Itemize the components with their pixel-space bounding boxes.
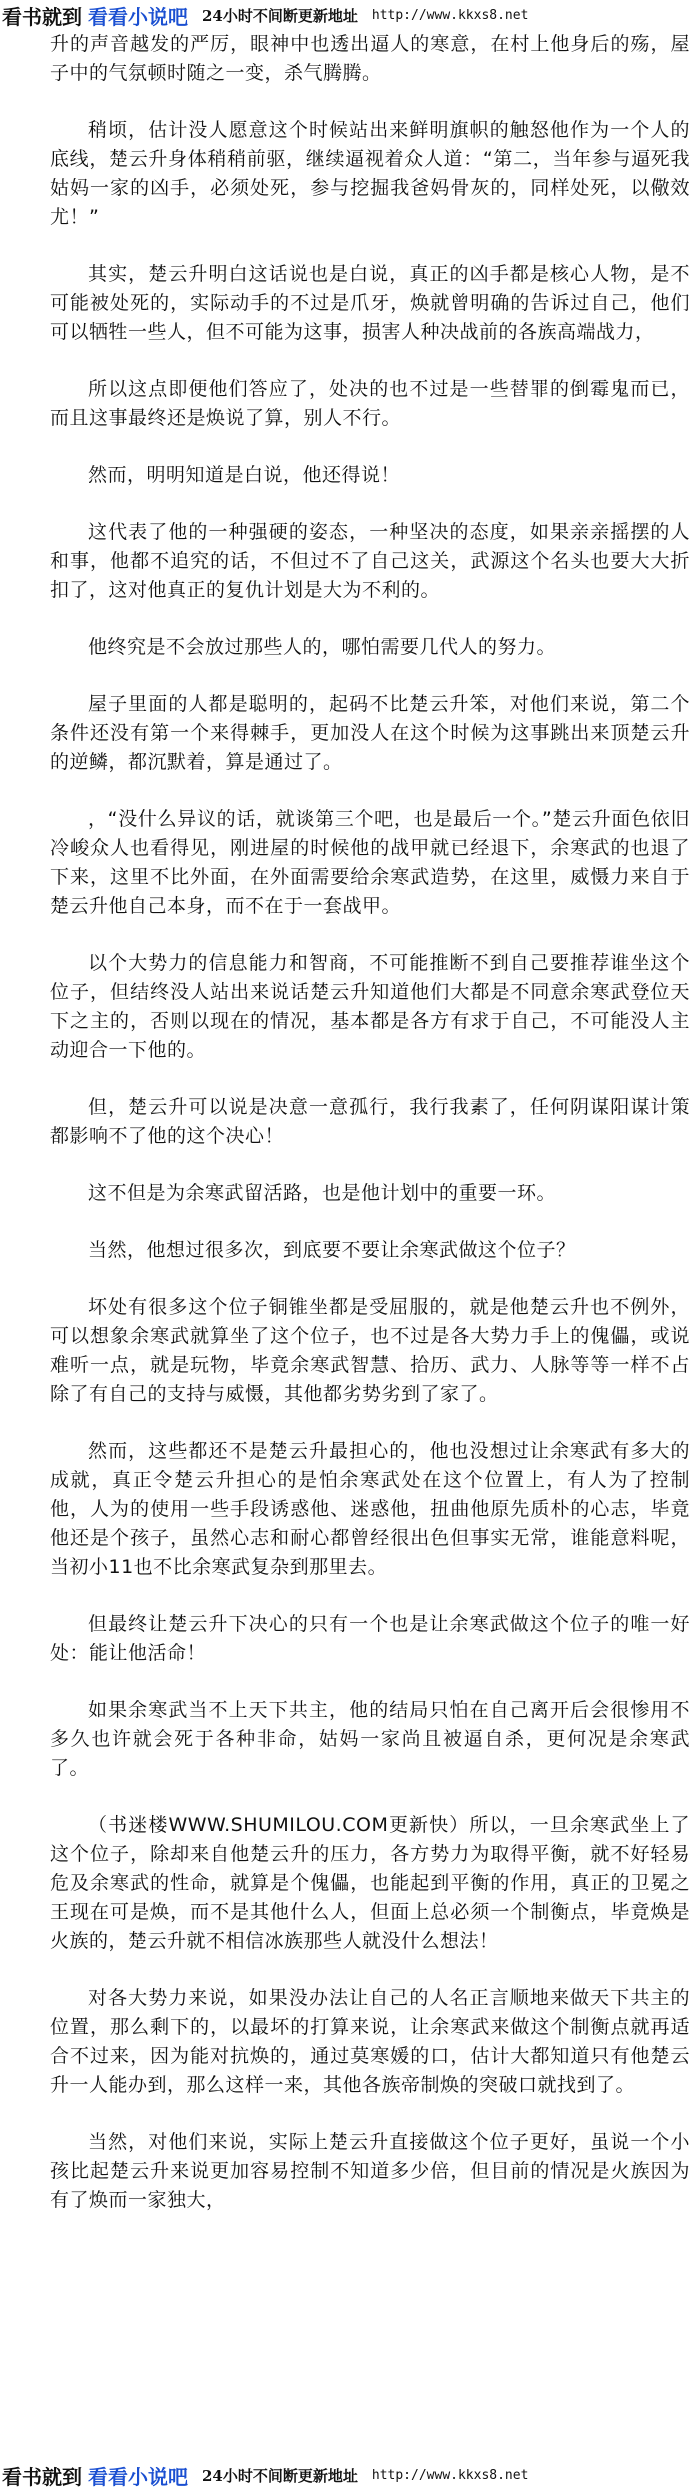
paragraph: 升的声音越发的严厉，眼神中也透出逼人的寒意，在村上他身后的殇，屋子中的气氛顿时随之一变，杀气腾腾。 xyxy=(50,33,690,84)
paragraph: 然而，这些都还不是楚云升最担心的，他也没想过让余寒武有多大的成就，真正令楚云升担心的是怕余寒武处在这个位置上，有人为了控制他，人为的使用一些手段诱惑他、迷惑他，扭曲他原先质朴的心志，毕竟他还是个孩子，虽然心志和耐心都曾经很出色但事实无常，谁能意料呢，当初小11也不比余寒武复杂到那里去。 xyxy=(50,1440,690,1578)
bottom-banner xyxy=(0,2460,700,2490)
top-banner xyxy=(0,0,700,30)
paragraph: 其实，楚云升明白这话说也是白说，真正的凶手都是核心人物，是不可能被处死的，实际动手的不过是爪牙，焕就曾明确的告诉过自己，他们可以牺牲一些人，但不可能为这事，损害人种决战前的各族高端战力， xyxy=(50,263,690,343)
banner-site-link[interactable]: 看看小说吧 xyxy=(88,2464,188,2489)
paragraph: 所以这点即便他们答应了，处决的也不过是一些替罪的倒霉鬼而已，而且这事最终还是焕说了算，别人不行。 xyxy=(50,378,690,429)
paragraph: （书迷楼WWW.SHUMILOU.COM更新快）所以，一旦余寒武坐上了这个位子，除却来自他楚云升的压力，各方势力为取得平衡，就不好轻易危及余寒武的性命，就算是个傀儡，也能起到平衡的作用，真正的卫冕之王现在可是焕，而不是其他什么人，但面上总必须一个制衡点，毕竟焕是火族的，楚云升就不相信冰族那些人就没什么想法！ xyxy=(50,1814,690,1952)
paragraph: 以个大势力的信息能力和智商，不可能推断不到自己要推荐谁坐这个位子，但结终没人站出来说话楚云升知道他们大都是不同意余寒武登位天下之主的，否则以现在的情况，基本都是各方有求于自己，不可能没人主动迎合一下他的。 xyxy=(50,952,690,1061)
paragraph: 当然，他想过很多次，到底要不要让余寒武做这个位子？ xyxy=(88,1239,576,1261)
banner-text: 看书就到 xyxy=(2,2464,82,2489)
banner-url-link[interactable]: http://www.kkxs8.net xyxy=(371,2467,529,2483)
paragraph: 如果余寒武当不上天下共主，他的结局只怕在自己离开后会很惨用不多久也许就会死于各种非命，姑妈一家尚且被逼自杀，更何况是余寒武了。 xyxy=(50,1699,690,1779)
banner-text: 看书就到 xyxy=(2,4,82,29)
paragraph: 他终究是不会放过那些人的，哪怕需要几代人的努力。 xyxy=(88,636,557,658)
paragraph: 坏处有很多这个位子铜锥坐都是受屈服的，就是他楚云升也不例外，可以想象余寒武就算坐了这个位子，也不过是各大势力手上的傀儡，或说难听一点，就是玩物，毕竟余寒武智慧、拾历、武力、人脉等等一样不占除了有自己的支持与威慑，其他都劣势劣到了家了。 xyxy=(50,1296,690,1405)
paragraph: ，“没什么异议的话，就谈第三个吧，也是最后一个。”楚云升面色依旧冷峻众人也看得见，刚进屋的时候他的战甲就已经退下，余寒武的也退了下来，这里不比外面，在外面需要给余寒武造势，在这里，威慑力来自于楚云升他自己本身，而不在于一套战甲。 xyxy=(50,808,690,917)
paragraph: 当然，对他们来说，实际上楚云升直接做这个位子更好，虽说一个小孩比起楚云升来说更加容易控制不知道多少倍，但目前的情况是火族因为有了焕而一家独大， xyxy=(50,2131,690,2211)
banner-update-text: 24小时不间断更新地址 xyxy=(202,2466,358,2485)
paragraph: 然而，明明知道是白说，他还得说！ xyxy=(88,464,401,486)
paragraph: 稍顷，估计没人愿意这个时候站出来鲜明旗帜的触怒他作为一个人的底线，楚云升身体稍稍前驱，继续逼视着众人道：“第二，当年参与逼死我姑妈一家的凶手，必须处死，参与挖掘我爸妈骨灰的，同样处死，以儆效尤！” xyxy=(50,119,690,228)
paragraph: 但，楚云升可以说是决意一意孤行，我行我素了，任何阴谋阳谋计策都影响不了他的这个决心！ xyxy=(50,1096,690,1147)
banner-update-text: 24小时不间断更新地址 xyxy=(202,6,358,25)
banner-url-link[interactable]: http://www.kkxs8.net xyxy=(371,7,529,23)
paragraph: 这不但是为余寒武留活路，也是他计划中的重要一环。 xyxy=(88,1182,557,1204)
paragraph: 但最终让楚云升下决心的只有一个也是让余寒武做这个位子的唯一好处：能让他活命！ xyxy=(50,1613,690,1664)
paragraph: 对各大势力来说，如果没办法让自己的人名正言顺地来做天下共主的位置，那么剩下的，以最坏的打算来说，让余寒武来做这个制衡点就再适合不过来，因为能对抗焕的，通过莫寒媛的口，估计大都知道只有他楚云升一人能办到，那么这样一来，其他各族帝制焕的突破口就找到了。 xyxy=(50,1987,690,2096)
paragraph: 这代表了他的一种强硬的姿态，一种坚决的态度，如果亲亲摇摆的人和事，他都不追究的话，不但过不了自己这关，武源这个名头也要大大折扣了，这对他真正的复仇计划是大为不利的。 xyxy=(50,521,690,601)
banner-site-link[interactable]: 看看小说吧 xyxy=(88,4,188,29)
paragraph: 屋子里面的人都是聪明的，起码不比楚云升笨，对他们来说，第二个条件还没有第一个来得棘手，更加没人在这个时候为这事跳出来顶楚云升的逆鳞，都沉默着，算是通过了。 xyxy=(50,693,690,773)
chapter-text xyxy=(50,30,690,2455)
